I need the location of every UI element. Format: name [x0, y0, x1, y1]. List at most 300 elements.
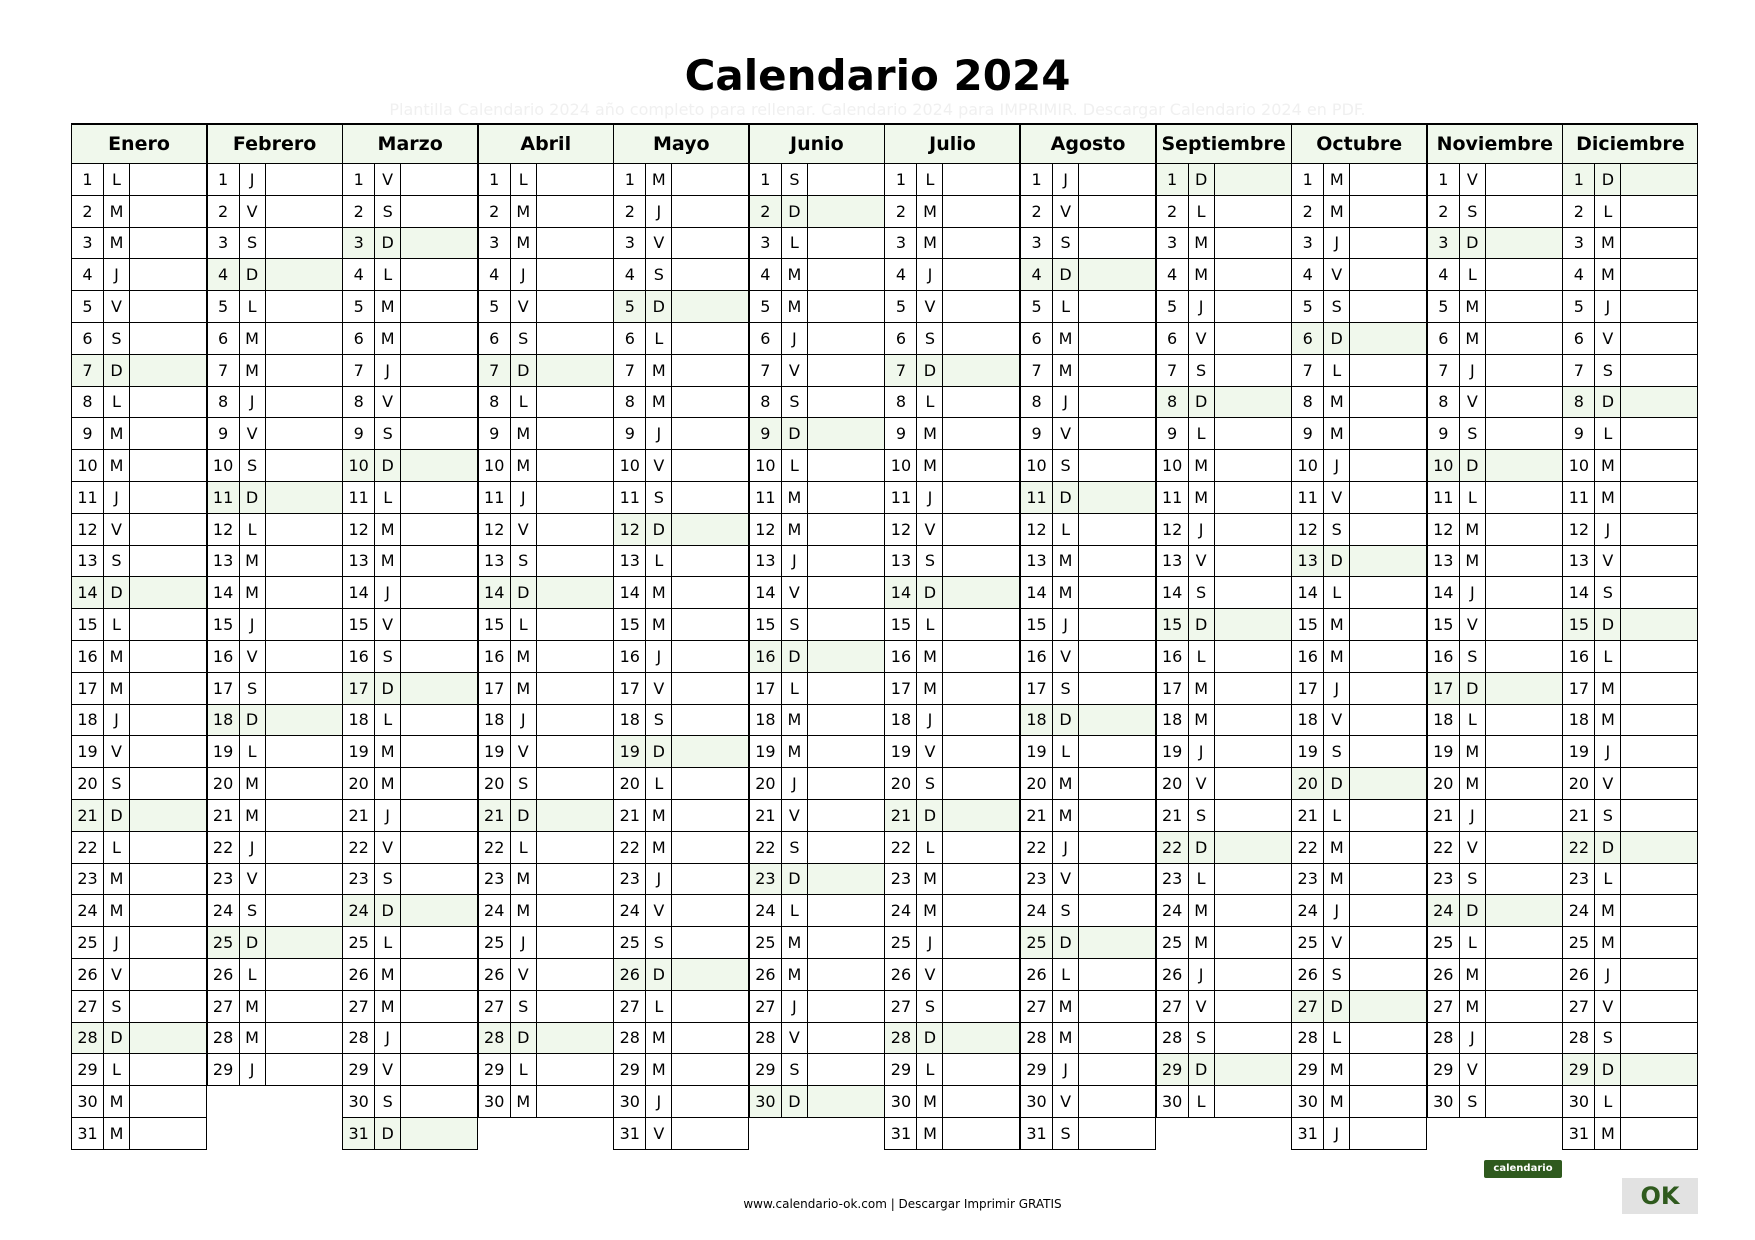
- day-number: 10: [1292, 450, 1324, 481]
- day-number: 23: [1428, 864, 1460, 895]
- day-number: 20: [614, 768, 646, 799]
- day-row: [1020, 1086, 1156, 1118]
- day-row: [1156, 800, 1292, 832]
- weekday-letter: S: [1460, 196, 1486, 227]
- day-number: 12: [1157, 514, 1189, 545]
- day-number: 10: [1021, 450, 1053, 481]
- weekday-letter: D: [375, 1118, 401, 1149]
- day-number: 2: [614, 196, 646, 227]
- weekday-letter: V: [1595, 323, 1621, 354]
- day-row: [1156, 450, 1292, 482]
- day-number: 9: [1563, 418, 1595, 449]
- day-row: [1427, 673, 1563, 705]
- day-number: 30: [614, 1086, 646, 1117]
- day-row: [1562, 673, 1698, 705]
- month-column-octubre: [1291, 123, 1427, 1143]
- weekday-letter: J: [1324, 1118, 1350, 1149]
- weekday-letter: J: [1595, 514, 1621, 545]
- weekday-letter: D: [1189, 1054, 1215, 1085]
- day-row: [342, 609, 478, 641]
- month-header: Marzo: [342, 123, 478, 164]
- day-row: [749, 673, 885, 705]
- day-number: 11: [1021, 482, 1053, 513]
- day-number: 10: [72, 450, 104, 481]
- day-row: [342, 1086, 478, 1118]
- weekday-letter: D: [375, 895, 401, 926]
- day-number: 9: [479, 418, 511, 449]
- day-row: [342, 864, 478, 896]
- weekday-letter: L: [782, 228, 808, 259]
- weekday-letter: D: [1189, 164, 1215, 195]
- day-number: 11: [750, 482, 782, 513]
- day-number: 11: [1428, 482, 1460, 513]
- weekday-letter: L: [646, 991, 672, 1022]
- day-number: 22: [1292, 832, 1324, 863]
- weekday-letter: L: [104, 1054, 130, 1085]
- weekday-letter: V: [1324, 705, 1350, 736]
- day-number: 4: [72, 259, 104, 290]
- weekday-letter: V: [240, 196, 266, 227]
- day-number: 31: [1563, 1118, 1595, 1149]
- day-row: [613, 259, 749, 291]
- month-header: Noviembre: [1427, 123, 1563, 164]
- day-row: [1156, 355, 1292, 387]
- day-row: [1291, 641, 1427, 673]
- weekday-letter: M: [240, 991, 266, 1022]
- weekday-letter: J: [375, 1023, 401, 1054]
- day-row: [1427, 355, 1563, 387]
- day-row: [1427, 832, 1563, 864]
- weekday-letter: S: [511, 768, 537, 799]
- day-number: 29: [885, 1054, 917, 1085]
- weekday-letter: V: [1053, 196, 1079, 227]
- day-number: 17: [885, 673, 917, 704]
- weekday-letter: J: [917, 482, 943, 513]
- day-number: 25: [208, 927, 240, 958]
- weekday-letter: M: [375, 991, 401, 1022]
- day-number: 11: [72, 482, 104, 513]
- weekday-letter: V: [1324, 259, 1350, 290]
- day-number: 19: [208, 736, 240, 767]
- day-number: 11: [885, 482, 917, 513]
- day-row: [749, 864, 885, 896]
- month-column-diciembre: [1562, 123, 1698, 1143]
- weekday-letter: J: [646, 1086, 672, 1117]
- day-row: [1562, 164, 1698, 196]
- weekday-letter: D: [511, 355, 537, 386]
- weekday-letter: J: [1053, 164, 1079, 195]
- day-row: [1156, 164, 1292, 196]
- day-number: 5: [1157, 291, 1189, 322]
- day-row: [884, 164, 1020, 196]
- weekday-letter: D: [782, 418, 808, 449]
- day-row: [613, 196, 749, 228]
- day-number: 9: [1428, 418, 1460, 449]
- weekday-letter: D: [240, 927, 266, 958]
- weekday-letter: J: [375, 355, 401, 386]
- day-row: [1291, 864, 1427, 896]
- day-number: 5: [479, 291, 511, 322]
- day-row: [749, 387, 885, 419]
- day-row: [1427, 959, 1563, 991]
- day-number: 21: [885, 800, 917, 831]
- weekday-letter: S: [511, 323, 537, 354]
- day-row: [478, 291, 614, 323]
- day-number: 8: [1428, 387, 1460, 418]
- weekday-letter: M: [375, 546, 401, 577]
- day-row: [1156, 482, 1292, 514]
- day-number: 7: [1292, 355, 1324, 386]
- weekday-letter: L: [646, 768, 672, 799]
- weekday-letter: S: [1053, 228, 1079, 259]
- weekday-letter: M: [782, 259, 808, 290]
- day-row: [1427, 577, 1563, 609]
- day-row: [1291, 1054, 1427, 1086]
- weekday-letter: M: [1324, 1086, 1350, 1117]
- day-row: [342, 228, 478, 260]
- weekday-letter: J: [511, 927, 537, 958]
- weekday-letter: L: [1324, 355, 1350, 386]
- day-number: 25: [1428, 927, 1460, 958]
- day-row: [1020, 450, 1156, 482]
- day-number: 19: [1157, 736, 1189, 767]
- day-number: 9: [208, 418, 240, 449]
- day-row: [884, 450, 1020, 482]
- day-number: 1: [885, 164, 917, 195]
- weekday-letter: D: [1324, 991, 1350, 1022]
- day-row: [1020, 546, 1156, 578]
- weekday-letter: M: [1189, 673, 1215, 704]
- weekday-letter: J: [1053, 832, 1079, 863]
- day-number: 6: [208, 323, 240, 354]
- weekday-letter: L: [375, 259, 401, 290]
- weekday-letter: J: [1595, 736, 1621, 767]
- weekday-letter: J: [1189, 291, 1215, 322]
- day-number: 9: [343, 418, 375, 449]
- weekday-letter: J: [1460, 1023, 1486, 1054]
- day-row: [749, 895, 885, 927]
- day-number: 13: [1021, 546, 1053, 577]
- day-number: 3: [1428, 228, 1460, 259]
- weekday-letter: D: [646, 959, 672, 990]
- weekday-letter: D: [1595, 164, 1621, 195]
- weekday-letter: S: [1595, 800, 1621, 831]
- month-column-julio: [884, 123, 1020, 1143]
- weekday-letter: J: [511, 259, 537, 290]
- weekday-letter: M: [1595, 450, 1621, 481]
- day-row: [884, 736, 1020, 768]
- day-number: 3: [72, 228, 104, 259]
- weekday-letter: D: [1460, 228, 1486, 259]
- day-row: [1427, 196, 1563, 228]
- day-number: 15: [208, 609, 240, 640]
- day-row: [749, 736, 885, 768]
- weekday-letter: L: [917, 387, 943, 418]
- weekday-letter: V: [240, 864, 266, 895]
- day-row: [884, 228, 1020, 260]
- weekday-letter: J: [646, 864, 672, 895]
- day-number: 3: [1021, 228, 1053, 259]
- weekday-letter: V: [1053, 418, 1079, 449]
- day-row: [1427, 259, 1563, 291]
- day-number: 17: [1021, 673, 1053, 704]
- day-row: [342, 705, 478, 737]
- day-number: 16: [479, 641, 511, 672]
- weekday-letter: M: [1053, 768, 1079, 799]
- weekday-letter: M: [104, 228, 130, 259]
- day-row: [71, 895, 207, 927]
- day-row: [1156, 927, 1292, 959]
- day-row: [478, 450, 614, 482]
- day-row: [1291, 673, 1427, 705]
- day-row: [613, 514, 749, 546]
- day-row: [342, 959, 478, 991]
- day-row: [884, 1054, 1020, 1086]
- weekday-letter: V: [1189, 768, 1215, 799]
- weekday-letter: V: [1189, 991, 1215, 1022]
- weekday-letter: M: [1460, 291, 1486, 322]
- day-number: 18: [1021, 705, 1053, 736]
- day-row: [478, 228, 614, 260]
- day-row: [749, 482, 885, 514]
- day-row: [1291, 927, 1427, 959]
- day-row: [884, 577, 1020, 609]
- day-row: [1020, 387, 1156, 419]
- day-number: 16: [343, 641, 375, 672]
- day-row: [478, 800, 614, 832]
- day-row: [342, 355, 478, 387]
- day-number: 12: [343, 514, 375, 545]
- day-row: [342, 196, 478, 228]
- day-row: [884, 800, 1020, 832]
- weekday-letter: J: [646, 418, 672, 449]
- day-number: 20: [885, 768, 917, 799]
- day-number: 22: [1157, 832, 1189, 863]
- day-row: [1020, 927, 1156, 959]
- day-row: [1562, 895, 1698, 927]
- day-row: [342, 291, 478, 323]
- weekday-letter: S: [646, 705, 672, 736]
- weekday-letter: D: [1189, 832, 1215, 863]
- day-number: 9: [614, 418, 646, 449]
- day-row: [1020, 291, 1156, 323]
- page-subtitle: Plantilla Calendario 2024 año completo para rellenar. Calendario 2024 para IMPRIMIR. Descargar Calendario 2024 en PDF.: [389, 100, 1366, 119]
- day-row: [1291, 418, 1427, 450]
- day-row: [1291, 450, 1427, 482]
- day-number: 18: [885, 705, 917, 736]
- day-row: [1291, 228, 1427, 260]
- day-number: 17: [1292, 673, 1324, 704]
- weekday-letter: J: [1460, 355, 1486, 386]
- day-number: 6: [750, 323, 782, 354]
- weekday-letter: L: [511, 387, 537, 418]
- day-number: 19: [885, 736, 917, 767]
- weekday-letter: L: [104, 164, 130, 195]
- weekday-letter: L: [511, 1054, 537, 1085]
- day-row: [1291, 832, 1427, 864]
- weekday-letter: J: [240, 387, 266, 418]
- weekday-letter: L: [1053, 959, 1079, 990]
- day-number: 18: [614, 705, 646, 736]
- day-row: [342, 1054, 478, 1086]
- day-number: 12: [1021, 514, 1053, 545]
- day-number: 29: [1563, 1054, 1595, 1085]
- day-row: [1562, 450, 1698, 482]
- day-number: 17: [614, 673, 646, 704]
- day-row: [207, 196, 343, 228]
- day-number: 19: [1428, 736, 1460, 767]
- weekday-letter: J: [511, 482, 537, 513]
- day-row: [1156, 228, 1292, 260]
- day-number: 24: [614, 895, 646, 926]
- weekday-letter: M: [1053, 577, 1079, 608]
- day-number: 28: [614, 1023, 646, 1054]
- weekday-letter: L: [1460, 705, 1486, 736]
- day-row: [342, 164, 478, 196]
- weekday-letter: S: [1324, 736, 1350, 767]
- day-row: [71, 1086, 207, 1118]
- day-row: [1562, 514, 1698, 546]
- day-number: 25: [343, 927, 375, 958]
- day-row: [207, 387, 343, 419]
- day-row: [71, 673, 207, 705]
- day-number: 4: [1292, 259, 1324, 290]
- day-row: [1020, 164, 1156, 196]
- day-row: [207, 895, 343, 927]
- weekday-letter: D: [104, 1023, 130, 1054]
- weekday-letter: M: [1595, 895, 1621, 926]
- day-row: [1562, 323, 1698, 355]
- day-number: 23: [885, 864, 917, 895]
- month-header: Agosto: [1020, 123, 1156, 164]
- weekday-letter: L: [104, 609, 130, 640]
- day-row: [1291, 482, 1427, 514]
- weekday-letter: D: [1324, 546, 1350, 577]
- weekday-letter: D: [104, 577, 130, 608]
- day-number: 12: [614, 514, 646, 545]
- day-row: [1562, 482, 1698, 514]
- day-row: [71, 1118, 207, 1150]
- weekday-letter: J: [1595, 959, 1621, 990]
- day-number: 14: [1563, 577, 1595, 608]
- day-number: 2: [1021, 196, 1053, 227]
- weekday-letter: S: [104, 323, 130, 354]
- weekday-letter: J: [782, 323, 808, 354]
- day-row: [1427, 1086, 1563, 1118]
- day-row: [1291, 387, 1427, 419]
- day-row: [884, 991, 1020, 1023]
- day-row: [1291, 991, 1427, 1023]
- day-number: 22: [750, 832, 782, 863]
- day-row: [1020, 228, 1156, 260]
- day-number: 10: [343, 450, 375, 481]
- day-number: 15: [1292, 609, 1324, 640]
- month-column-febrero: [207, 123, 343, 1143]
- day-row: [342, 514, 478, 546]
- day-row: [1020, 196, 1156, 228]
- day-row: [1427, 228, 1563, 260]
- weekday-letter: L: [240, 959, 266, 990]
- day-number: 21: [1428, 800, 1460, 831]
- day-row: [207, 164, 343, 196]
- weekday-letter: J: [104, 927, 130, 958]
- day-row: [749, 514, 885, 546]
- day-number: 2: [208, 196, 240, 227]
- day-number: 24: [208, 895, 240, 926]
- day-row: [613, 482, 749, 514]
- weekday-letter: L: [1595, 418, 1621, 449]
- day-number: 4: [1021, 259, 1053, 290]
- day-number: 24: [72, 895, 104, 926]
- day-row: [1020, 323, 1156, 355]
- day-row: [1156, 291, 1292, 323]
- day-number: 23: [614, 864, 646, 895]
- weekday-letter: J: [1324, 673, 1350, 704]
- day-row: [1020, 800, 1156, 832]
- day-row: [1562, 927, 1698, 959]
- day-number: 16: [885, 641, 917, 672]
- day-number: 25: [479, 927, 511, 958]
- day-number: 10: [750, 450, 782, 481]
- weekday-letter: S: [782, 164, 808, 195]
- day-number: 20: [1428, 768, 1460, 799]
- weekday-letter: D: [917, 800, 943, 831]
- weekday-letter: S: [782, 832, 808, 863]
- day-number: 20: [479, 768, 511, 799]
- day-row: [749, 768, 885, 800]
- weekday-letter: J: [104, 705, 130, 736]
- day-row: [1427, 736, 1563, 768]
- day-row: [613, 546, 749, 578]
- day-row: [1156, 991, 1292, 1023]
- day-number: 12: [1563, 514, 1595, 545]
- day-number: 11: [208, 482, 240, 513]
- weekday-letter: M: [782, 291, 808, 322]
- day-number: 1: [72, 164, 104, 195]
- weekday-letter: D: [1053, 927, 1079, 958]
- day-number: 13: [1292, 546, 1324, 577]
- day-number: 21: [750, 800, 782, 831]
- weekday-letter: M: [1189, 482, 1215, 513]
- weekday-letter: M: [646, 577, 672, 608]
- day-row: [1427, 895, 1563, 927]
- day-row: [342, 1023, 478, 1055]
- weekday-letter: M: [782, 705, 808, 736]
- day-number: 1: [1428, 164, 1460, 195]
- day-number: 7: [885, 355, 917, 386]
- day-row: [342, 768, 478, 800]
- weekday-letter: S: [917, 323, 943, 354]
- weekday-letter: M: [104, 895, 130, 926]
- weekday-letter: M: [375, 323, 401, 354]
- weekday-letter: M: [1189, 927, 1215, 958]
- day-row: [1562, 641, 1698, 673]
- day-number: 25: [1021, 927, 1053, 958]
- day-row: [884, 895, 1020, 927]
- weekday-letter: M: [917, 1118, 943, 1149]
- day-row: [207, 641, 343, 673]
- weekday-letter: M: [1324, 832, 1350, 863]
- day-row: [1562, 196, 1698, 228]
- day-number: 3: [885, 228, 917, 259]
- weekday-letter: M: [1460, 323, 1486, 354]
- day-number: 14: [72, 577, 104, 608]
- day-number: 15: [72, 609, 104, 640]
- day-row: [478, 164, 614, 196]
- day-row: [1156, 768, 1292, 800]
- day-row: [1020, 514, 1156, 546]
- day-number: 28: [1292, 1023, 1324, 1054]
